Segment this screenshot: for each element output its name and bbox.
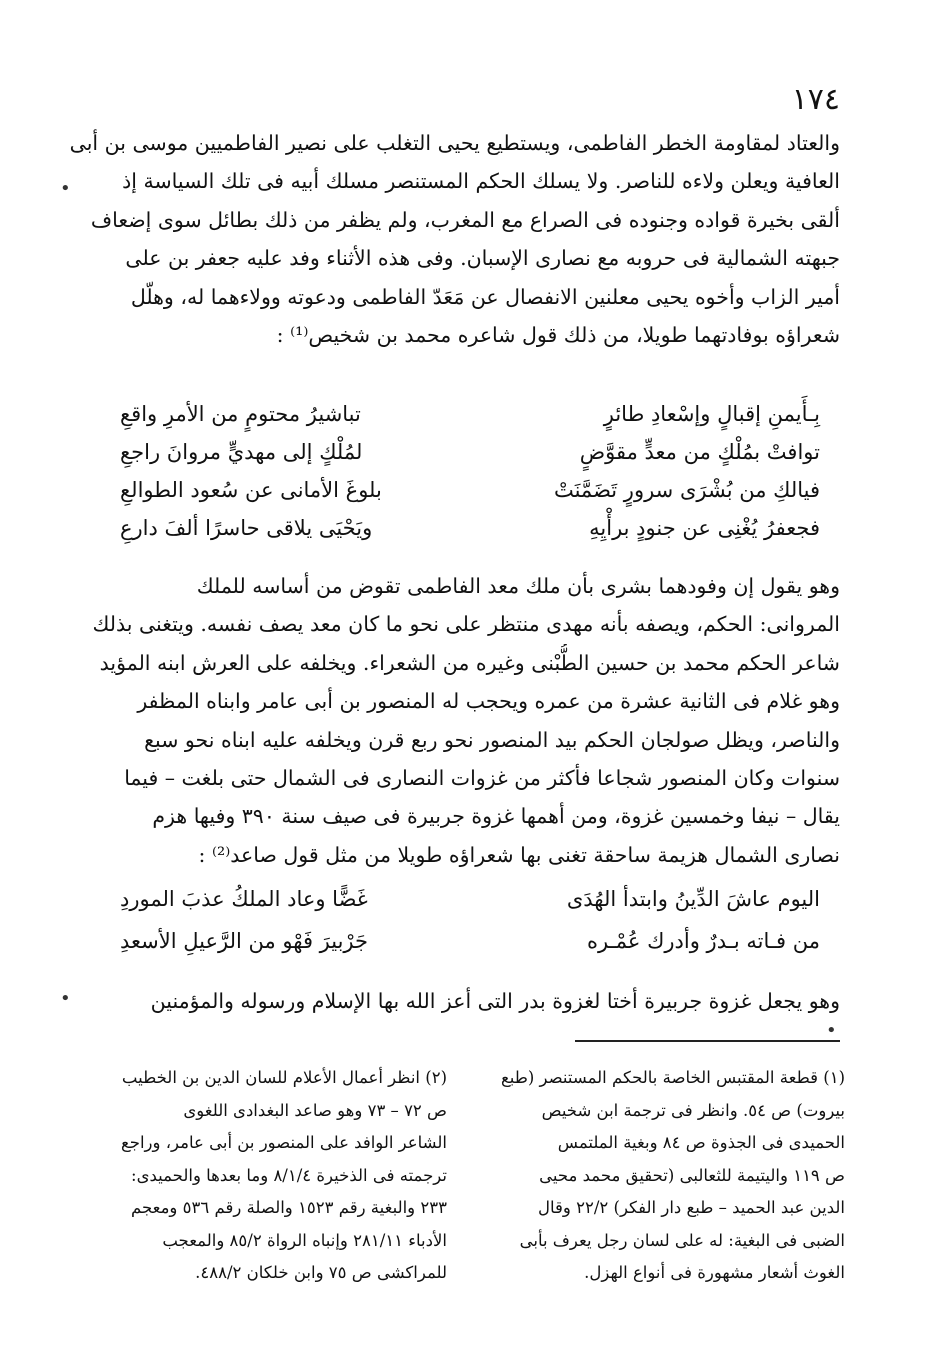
poem-verse: [120, 395, 820, 433]
footnote-line: الغوث أشعار مشهورة فى أنواع الهزل.: [584, 1263, 845, 1282]
footnote-line: الضبى فى البغية: له على لسان رجل يعرف بأبى: [519, 1230, 845, 1250]
footnote-line: ص ١١٩ واليتيمة للثعالبى (تحقيق محمد محيى: [539, 1165, 845, 1185]
paragraph-line: وهو يقول إن وفودهما بشرى بأن ملك معد الفاطمى تقوض من أساسه للملك: [196, 574, 840, 598]
poem-verse: [120, 509, 820, 547]
footnote-line: ترجمته فى الذخيرة ٨/١/٤ وما بعدها والحميدى:: [131, 1165, 447, 1185]
footnote-line: الشاعر الوافد على المنصور بن أبى عامر، وراجع: [120, 1133, 447, 1152]
verse-first-hemistich: توافتْ بمُلْكٍ من معدٍّ مقوَّضٍ: [579, 440, 820, 464]
verse-first-hemistich: فيالكِ من بُشْرَى سرورٍ تَضَمَّنَتْ: [553, 478, 820, 502]
verse-second-hemistich: جَرْبيرَ فَهْو من الرَّعيلِ الأسعدِ: [120, 929, 368, 953]
footnote-divider: [575, 1040, 840, 1042]
paragraph-line: يقال – نيفا وخمسين غزوة، ومن أهمها غزوة جربيرة فى صيف سنة ٣٩٠ وفيها هزم: [152, 804, 840, 829]
paragraph-line: جبهته الشمالية فى حروبه مع نصارى الإسبان. وفى هذه الأثناء وفد عليه جعفر بن على: [125, 246, 840, 271]
footnote-line: للمراكشى ص ٧٥ وابن خلكان ٤٨٨/٢.: [195, 1263, 447, 1282]
paragraph-line: العافية ويعلن ولاءه للناصر. ولا يسلك الحكم المستنصر مسلك أبيه فى تلك السياسة إذ: [122, 169, 840, 194]
verse-second-hemistich: ويَحْيَى يلاقى حاسرًا ألفَ دارعِ: [120, 516, 373, 540]
footnote-line: (١) قطعة المقتبس الخاصة بالحكم المستنصر (طبع: [500, 1068, 845, 1087]
footnote-line: ص ٧٢ – ٧٣ وهو صاعد البغدادى اللغوى: [183, 1100, 447, 1120]
footnote-2: [95, 1062, 447, 1290]
paragraph-line: شعراؤه بوفادتهما طويلا، من ذلك قول شاعره محمد بن شخيص⁽¹⁾ :: [276, 323, 840, 348]
verse-second-hemistich: بلوغَ الأمانى عن سُعود الطوالعِ: [120, 478, 382, 502]
footnote-line: ٢٣٣ والبغية رقم ١٥٢٣ والصلة رقم ٥٣٦ ومعجم: [131, 1198, 447, 1217]
verse-second-hemistich: تباشيرُ محتومٍ من الأمرِ واقعِ: [120, 402, 361, 426]
poem-verse: [120, 920, 820, 962]
poem-verse: [120, 878, 820, 920]
paragraph-line: ألقى بخيرة قواده وجنوده فى الصراع مع المغرب، ولم يظفر من ذلك بطائل سوى إضعاف: [90, 207, 840, 232]
paragraph-2: [70, 567, 840, 874]
poem-2: [120, 878, 820, 962]
poem-verse: [120, 433, 820, 471]
footnote-line: بيروت) ص ٥٤. وانظر فى ترجمة ابن شخيص: [541, 1100, 845, 1120]
footnote-1: [500, 1062, 845, 1290]
footnote-line: الدين عبد الحميد – طبع دار الفكر) ٢٢/٢ وقال: [537, 1198, 845, 1217]
page-number: ١٧٤: [791, 82, 840, 117]
verse-second-hemistich: غَضًّا وعاد الملكُ عذبَ الموردِ: [120, 887, 368, 911]
verse-first-hemistich: اليوم عاشَ الدِّينُ وابتدأ الهُدَى: [566, 887, 820, 911]
scan-speck: •: [60, 988, 71, 1009]
scan-speck: •: [60, 178, 71, 199]
verse-second-hemistich: لمُلْكٍ إلى مهديٍّ مروانَ راجعِ: [120, 440, 363, 464]
paragraph-1: [70, 124, 840, 354]
footnote-line: الحميدى فى الجذوة ص ٨٤ وبغية الملتمس: [557, 1133, 845, 1152]
poem-verse: [120, 471, 820, 509]
paragraph-line: والعتاد لمقاومة الخطر الفاطمى، ويستطيع يحيى التغلب على نصير الفاطميين موسى بن أبى: [70, 131, 840, 155]
scan-speck: •: [826, 1020, 837, 1041]
paragraph-line: وهو غلام فى الثانية عشرة من عمره ويحجب له المنصور بن أبى عامر وابناه المظفر: [137, 689, 840, 714]
paragraph-line: سنوات وكان المنصور شجاعا فأكثر من غزوات النصارى فى الشمال حتى بلغت – فيما: [124, 766, 840, 791]
paragraph-line: المروانى: الحكم، ويصفه بأنه مهدى منتظر على نحو ما كان معد يصف نفسه. ويتغنى بذلك: [92, 612, 840, 637]
footnote-line: الأدباء ٢٨١/١١ وإنباه الرواة ٨٥/٢ والمعجب: [162, 1230, 447, 1250]
poem-1: [120, 395, 820, 547]
verse-first-hemistich: فجعفرُ يُغْنِى عن جنودٍ برأْيِهِ: [589, 516, 820, 540]
verse-first-hemistich: من فـاته بـدرٌ وأدرك عُمْـره: [587, 929, 820, 953]
paragraph-line: نصارى الشمال هزيمة ساحقة تغنى بها شعراؤه طويلا من مثل قول صاعد⁽²⁾ :: [198, 842, 840, 867]
paragraph-line: أمير الزاب وأخوه يحيى معلنين الانفصال عن مَعَدّ الفاطمى ودعوته وولاءهما له، وهلّل: [130, 284, 840, 309]
closing-line: وهو يجعل غزوة جربيرة أختا لغزوة بدر التى أعز الله بها الإسلام ورسوله والمؤمنين: [150, 989, 840, 1013]
footnote-line: (٢) انظر أعمال الأعلام للسان الدين بن الخطيب: [121, 1068, 447, 1087]
paragraph-line: والناصر، ويظل صولجان الحكم بيد المنصور نحو ربع قرن ويخلفه عليه ابناه نحو سبع: [144, 727, 840, 752]
paragraph-line: شاعر الحكم محمد بن حسين الطُّبْنى وغيره من الشعراء. ويخلفه على العرش ابنه المؤيد: [99, 650, 840, 675]
verse-first-hemistich: بِـأَيمنِ إقبالٍ وإسْعادِ طائرٍ: [603, 402, 820, 426]
